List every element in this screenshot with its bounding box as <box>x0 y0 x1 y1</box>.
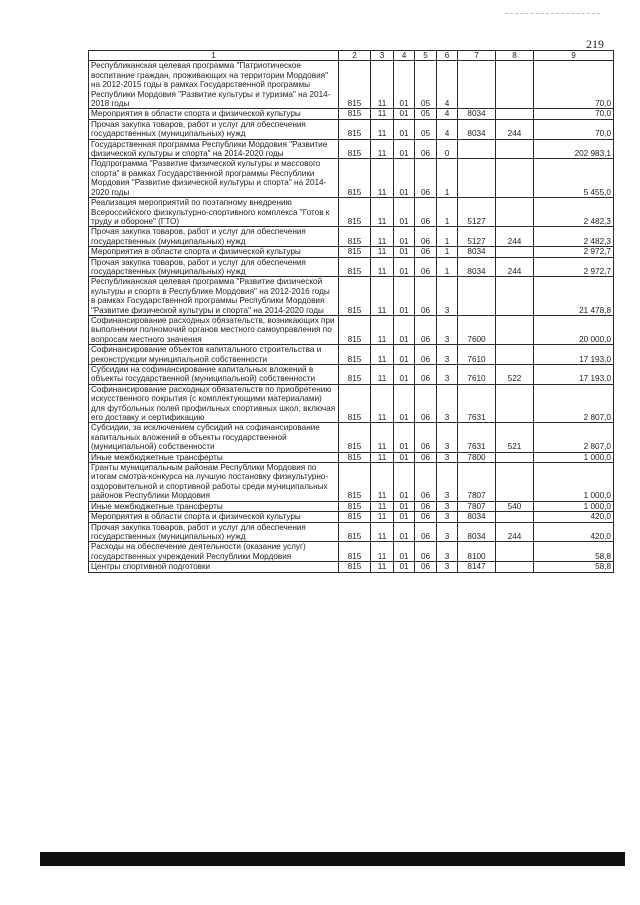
code-subprogram-cell: 1 <box>437 257 458 277</box>
row-name-cell: Прочая закупка товаров, работ и услуг для обеспечения государственных (муниципальных) нужд <box>89 227 339 247</box>
code-subprogram-cell: 3 <box>437 315 458 344</box>
code-section-cell: 11 <box>371 522 394 542</box>
row-name-cell: Центры спортивной подготовки <box>89 562 339 572</box>
code-section-cell: 11 <box>371 562 394 572</box>
code-subprogram-cell: 3 <box>437 463 458 502</box>
row-name-cell: Мероприятия в области спорта и физической культуры <box>89 247 339 257</box>
code-program-cell: 06 <box>415 315 437 344</box>
code-subprogram-cell: 4 <box>437 61 458 109</box>
code-expense-type-cell <box>496 198 534 227</box>
code-subprogram-cell: 3 <box>437 512 458 522</box>
code-gov-cell: 815 <box>339 277 371 316</box>
code-program-cell: 06 <box>415 139 437 159</box>
code-subsection-cell: 01 <box>394 452 415 462</box>
row-name-cell: Подпрограмма "Развитие физической культуры и массового спорта" в рамках Государственной программы Республики Мордовия "Развитие физической культуры и спорта" на 2014-2020 годы <box>89 159 339 198</box>
code-expense-type-cell: 521 <box>496 423 534 452</box>
code-gov-cell: 815 <box>339 522 371 542</box>
row-name-cell: Иные межбюджетные трансферты <box>89 501 339 511</box>
table-row <box>89 227 614 247</box>
code-gov-cell: 815 <box>339 61 371 109</box>
code-expense-type-cell <box>496 277 534 316</box>
amount-cell: 420,0 <box>534 512 614 522</box>
code-program-cell: 06 <box>415 423 437 452</box>
amount-cell: 2 807,0 <box>534 423 614 452</box>
amount-cell: 1 000,0 <box>534 452 614 462</box>
code-program-cell: 06 <box>415 247 437 257</box>
code-item-cell: 8100 <box>458 542 496 562</box>
code-gov-cell: 815 <box>339 119 371 139</box>
code-subprogram-cell: 1 <box>437 159 458 198</box>
code-program-cell: 05 <box>415 119 437 139</box>
code-expense-type-cell <box>496 345 534 365</box>
row-name-cell: Иные межбюджетные трансферты <box>89 452 339 462</box>
table-row <box>89 542 614 562</box>
code-item-cell: 5127 <box>458 227 496 247</box>
table-row <box>89 257 614 277</box>
code-item-cell: 5127 <box>458 198 496 227</box>
row-name-cell: Мероприятия в области спорта и физической культуры <box>89 512 339 522</box>
code-item-cell: 7610 <box>458 345 496 365</box>
code-subsection-cell: 01 <box>394 365 415 385</box>
code-section-cell: 11 <box>371 512 394 522</box>
code-expense-type-cell: 540 <box>496 501 534 511</box>
row-name-cell: Прочая закупка товаров, работ и услуг для обеспечения государственных (муниципальных) нужд <box>89 522 339 542</box>
code-subsection-cell: 01 <box>394 345 415 365</box>
column-header: 9 <box>534 51 614 61</box>
code-item-cell <box>458 277 496 316</box>
row-name-cell: Мероприятия в области спорта и физической культуры <box>89 109 339 119</box>
code-item-cell <box>458 139 496 159</box>
code-section-cell: 11 <box>371 119 394 139</box>
amount-cell: 2 482,3 <box>534 227 614 247</box>
code-expense-type-cell <box>496 562 534 572</box>
column-header: 6 <box>437 51 458 61</box>
code-item-cell: 7807 <box>458 501 496 511</box>
code-section-cell: 11 <box>371 423 394 452</box>
code-subprogram-cell: 3 <box>437 452 458 462</box>
amount-cell: 20 000,0 <box>534 315 614 344</box>
code-subsection-cell: 01 <box>394 257 415 277</box>
code-item-cell: 8034 <box>458 109 496 119</box>
code-item-cell: 7600 <box>458 315 496 344</box>
code-expense-type-cell <box>496 452 534 462</box>
code-program-cell: 06 <box>415 198 437 227</box>
code-program-cell: 06 <box>415 277 437 316</box>
code-section-cell: 11 <box>371 277 394 316</box>
code-gov-cell: 815 <box>339 542 371 562</box>
header-row <box>89 51 614 61</box>
code-subprogram-cell: 3 <box>437 562 458 572</box>
amount-cell: 17 193,0 <box>534 365 614 385</box>
amount-cell: 21 478,8 <box>534 277 614 316</box>
code-subprogram-cell: 3 <box>437 423 458 452</box>
row-name-cell: Прочая закупка товаров, работ и услуг для обеспечения государственных (муниципальных) нужд <box>89 257 339 277</box>
amount-cell: 1 000,0 <box>534 501 614 511</box>
column-header: 8 <box>496 51 534 61</box>
code-item-cell: 7807 <box>458 463 496 502</box>
code-gov-cell: 815 <box>339 384 371 423</box>
code-expense-type-cell: 244 <box>496 522 534 542</box>
amount-cell: 2 972,7 <box>534 257 614 277</box>
code-subsection-cell: 01 <box>394 247 415 257</box>
page-number: 219 <box>586 37 604 51</box>
amount-cell: 5 455,0 <box>534 159 614 198</box>
code-subprogram-cell: 1 <box>437 198 458 227</box>
code-subprogram-cell: 3 <box>437 277 458 316</box>
code-subsection-cell: 01 <box>394 562 415 572</box>
code-subsection-cell: 01 <box>394 139 415 159</box>
code-subsection-cell: 01 <box>394 109 415 119</box>
code-item-cell: 8034 <box>458 512 496 522</box>
row-name-cell: Прочая закупка товаров, работ и услуг для обеспечения государственных (муниципальных) нужд <box>89 119 339 139</box>
amount-cell: 70,0 <box>534 109 614 119</box>
code-program-cell: 06 <box>415 227 437 247</box>
code-item-cell: 8034 <box>458 247 496 257</box>
table-row <box>89 463 614 502</box>
column-header: 7 <box>458 51 496 61</box>
row-name-cell: Реализация мероприятий по поэтапному внедрению Всероссийского физкультурно-спортивного комплекса "Готов к труду и обороне" (ГТО) <box>89 198 339 227</box>
table-row <box>89 247 614 257</box>
table-row <box>89 501 614 511</box>
code-program-cell: 06 <box>415 463 437 502</box>
code-gov-cell: 815 <box>339 345 371 365</box>
code-section-cell: 11 <box>371 61 394 109</box>
code-gov-cell: 815 <box>339 501 371 511</box>
code-section-cell: 11 <box>371 315 394 344</box>
code-subsection-cell: 01 <box>394 277 415 316</box>
code-subprogram-cell: 3 <box>437 542 458 562</box>
code-subsection-cell: 01 <box>394 227 415 247</box>
code-item-cell: 7631 <box>458 423 496 452</box>
row-name-cell: Софинансирование расходных обязательств по приобретению искусственного покрытия (с комплектующими материалами) для футбольных полей профильных спортивных школ, включая его доставку и сертификацию <box>89 384 339 423</box>
code-section-cell: 11 <box>371 109 394 119</box>
code-subprogram-cell: 3 <box>437 384 458 423</box>
code-section-cell: 11 <box>371 365 394 385</box>
table-row <box>89 365 614 385</box>
code-expense-type-cell: 244 <box>496 257 534 277</box>
row-name-cell: Республиканская целевая программа "Развитие физической культуры и спорта в Республике Мордовия" на 2012-2016 годы в рамках Государственной программы Республики Мордовия "Развитие физической культуры и спорта" на 2014-2020 годы <box>89 277 339 316</box>
code-gov-cell: 815 <box>339 452 371 462</box>
amount-cell: 58,8 <box>534 542 614 562</box>
code-gov-cell: 815 <box>339 365 371 385</box>
code-subprogram-cell: 3 <box>437 345 458 365</box>
code-section-cell: 11 <box>371 501 394 511</box>
code-section-cell: 11 <box>371 257 394 277</box>
code-subsection-cell: 01 <box>394 501 415 511</box>
code-subprogram-cell: 4 <box>437 119 458 139</box>
code-program-cell: 06 <box>415 542 437 562</box>
table-row <box>89 139 614 159</box>
code-expense-type-cell: 244 <box>496 119 534 139</box>
code-item-cell: 7631 <box>458 384 496 423</box>
amount-cell: 17 193,0 <box>534 345 614 365</box>
scan-edge-bar <box>40 852 625 866</box>
code-section-cell: 11 <box>371 345 394 365</box>
amount-cell: 1 000,0 <box>534 463 614 502</box>
code-section-cell: 11 <box>371 452 394 462</box>
code-gov-cell: 815 <box>339 315 371 344</box>
table-row <box>89 452 614 462</box>
code-subsection-cell: 01 <box>394 384 415 423</box>
code-subprogram-cell: 4 <box>437 109 458 119</box>
amount-cell: 70,0 <box>534 61 614 109</box>
row-name-cell: Софинансирование расходных обязательств, возникающих при выполнении полномочий органов местного самоуправления по вопросам местного значения <box>89 315 339 344</box>
code-section-cell: 11 <box>371 384 394 423</box>
code-expense-type-cell: 244 <box>496 227 534 247</box>
code-subsection-cell: 01 <box>394 315 415 344</box>
code-gov-cell: 815 <box>339 257 371 277</box>
code-expense-type-cell <box>496 512 534 522</box>
code-item-cell: 7800 <box>458 452 496 462</box>
code-expense-type-cell <box>496 139 534 159</box>
code-gov-cell: 815 <box>339 109 371 119</box>
code-section-cell: 11 <box>371 198 394 227</box>
code-subsection-cell: 01 <box>394 522 415 542</box>
code-expense-type-cell <box>496 463 534 502</box>
code-expense-type-cell <box>496 61 534 109</box>
code-item-cell <box>458 61 496 109</box>
code-subsection-cell: 01 <box>394 463 415 502</box>
code-item-cell: 7610 <box>458 365 496 385</box>
row-name-cell: Субсидии, за исключением субсидий на софинансирование капитальных вложений в объекты государственной (муниципальной) собственности <box>89 423 339 452</box>
code-program-cell: 06 <box>415 501 437 511</box>
code-gov-cell: 815 <box>339 227 371 247</box>
code-subprogram-cell: 3 <box>437 522 458 542</box>
code-subsection-cell: 01 <box>394 198 415 227</box>
amount-cell: 202 983,1 <box>534 139 614 159</box>
code-program-cell: 06 <box>415 562 437 572</box>
table-row <box>89 345 614 365</box>
code-section-cell: 11 <box>371 542 394 562</box>
amount-cell: 2 807,0 <box>534 384 614 423</box>
table-row <box>89 119 614 139</box>
code-expense-type-cell <box>496 315 534 344</box>
amount-cell: 420,0 <box>534 522 614 542</box>
code-item-cell <box>458 159 496 198</box>
code-program-cell: 06 <box>415 522 437 542</box>
code-expense-type-cell <box>496 159 534 198</box>
table-row <box>89 423 614 452</box>
table-row <box>89 159 614 198</box>
code-section-cell: 11 <box>371 247 394 257</box>
amount-cell: 58,8 <box>534 562 614 572</box>
code-subsection-cell: 01 <box>394 159 415 198</box>
code-section-cell: 11 <box>371 463 394 502</box>
code-subprogram-cell: 3 <box>437 365 458 385</box>
amount-cell: 2 972,7 <box>534 247 614 257</box>
column-header: 2 <box>339 51 371 61</box>
code-gov-cell: 815 <box>339 247 371 257</box>
table-row <box>89 198 614 227</box>
code-section-cell: 11 <box>371 227 394 247</box>
row-name-cell: Республиканская целевая программа "Патриотическое воспитание граждан, проживающих на территории Мордовия" на 2012-2015 годы в рамках Государственной программы Республики Мордовия "Развитие культуры и туризма" на 2014-2018 годы <box>89 61 339 109</box>
table-row <box>89 277 614 316</box>
code-expense-type-cell: 522 <box>496 365 534 385</box>
table-row <box>89 562 614 572</box>
table-row <box>89 384 614 423</box>
row-name-cell: Государственная программа Республики Мордовия "Развитие физической культуры и спорта" на 2014-2020 годы <box>89 139 339 159</box>
code-program-cell: 06 <box>415 345 437 365</box>
row-name-cell: Софинансирование объектов капитального строительства и реконструкции муниципальной собственности <box>89 345 339 365</box>
column-header: 1 <box>89 51 339 61</box>
column-header: 5 <box>415 51 437 61</box>
code-program-cell: 06 <box>415 512 437 522</box>
code-subprogram-cell: 1 <box>437 227 458 247</box>
code-program-cell: 06 <box>415 159 437 198</box>
code-expense-type-cell <box>496 384 534 423</box>
code-gov-cell: 815 <box>339 512 371 522</box>
code-subsection-cell: 01 <box>394 423 415 452</box>
code-program-cell: 06 <box>415 452 437 462</box>
row-name-cell: Гранты муниципальным районам Республики Мордовия по итогам смотра-конкурса на лучшую постановку физкультурно-оздоровительной и спортивной работы среди муниципальных районов Республики Мордовия <box>89 463 339 502</box>
code-item-cell: 8034 <box>458 257 496 277</box>
code-expense-type-cell <box>496 247 534 257</box>
code-item-cell: 8034 <box>458 119 496 139</box>
code-gov-cell: 815 <box>339 159 371 198</box>
code-expense-type-cell <box>496 109 534 119</box>
code-subsection-cell: 01 <box>394 542 415 562</box>
code-subsection-cell: 01 <box>394 512 415 522</box>
code-subsection-cell: 01 <box>394 61 415 109</box>
row-name-cell: Субсидии на софинансирование капитальных вложений в объекты государственной (муниципальной) собственности <box>89 365 339 385</box>
code-gov-cell: 815 <box>339 562 371 572</box>
code-gov-cell: 815 <box>339 139 371 159</box>
row-name-cell: Расходы на обеспечение деятельности (оказание услуг) государственных учреждений Республики Мордовия <box>89 542 339 562</box>
column-header: 3 <box>371 51 394 61</box>
table-row <box>89 512 614 522</box>
code-gov-cell: 815 <box>339 198 371 227</box>
code-gov-cell: 815 <box>339 463 371 502</box>
code-subprogram-cell: 1 <box>437 247 458 257</box>
amount-cell: 2 482,3 <box>534 198 614 227</box>
top-edge-mark <box>505 13 600 14</box>
code-subprogram-cell: 0 <box>437 139 458 159</box>
code-program-cell: 06 <box>415 257 437 277</box>
budget-table <box>88 50 614 573</box>
code-expense-type-cell <box>496 542 534 562</box>
amount-cell: 70,0 <box>534 119 614 139</box>
table-row <box>89 109 614 119</box>
code-subprogram-cell: 3 <box>437 501 458 511</box>
code-gov-cell: 815 <box>339 423 371 452</box>
code-subsection-cell: 01 <box>394 119 415 139</box>
code-item-cell: 8034 <box>458 522 496 542</box>
table-row <box>89 61 614 109</box>
code-section-cell: 11 <box>371 139 394 159</box>
code-section-cell: 11 <box>371 159 394 198</box>
code-program-cell: 05 <box>415 109 437 119</box>
code-item-cell: 8147 <box>458 562 496 572</box>
column-header: 4 <box>394 51 415 61</box>
code-program-cell: 06 <box>415 384 437 423</box>
code-program-cell: 05 <box>415 61 437 109</box>
table-row <box>89 315 614 344</box>
table-row <box>89 522 614 542</box>
code-program-cell: 06 <box>415 365 437 385</box>
